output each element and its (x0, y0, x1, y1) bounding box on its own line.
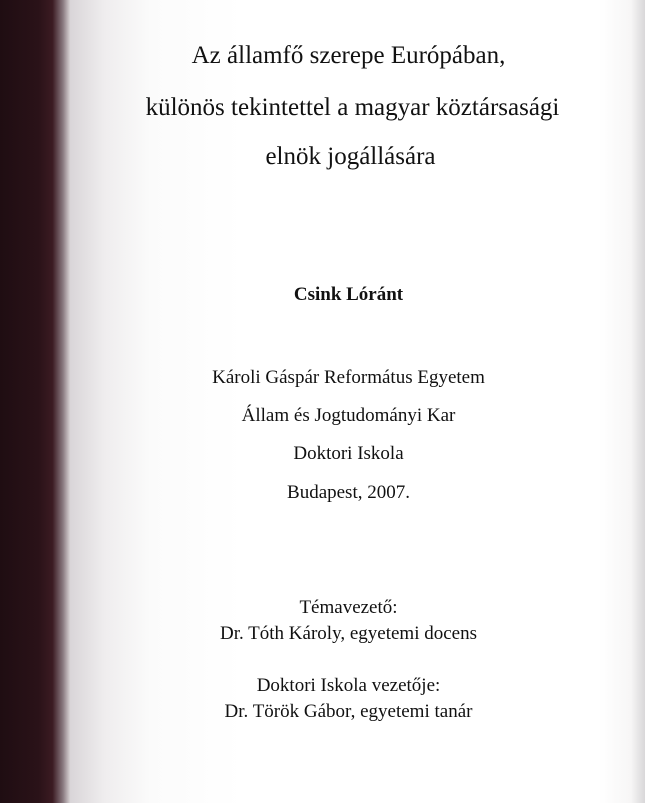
thesis-title-line-3: elnök jogállására (265, 143, 436, 170)
supervisor-label: Témavezető: (299, 597, 398, 618)
school-head-name: Dr. Török Gábor, egyetemi tanár (224, 701, 473, 722)
university-name: Károli Gáspár Református Egyetem (212, 367, 485, 388)
place-and-year: Budapest, 2007. (287, 482, 410, 503)
faculty-name: Állam és Jogtudományi Kar (241, 405, 456, 426)
school-head-label: Doktori Iskola vezetője: (256, 675, 441, 696)
supervisor-name: Dr. Tóth Károly, egyetemi docens (220, 623, 477, 644)
doctoral-school: Doktori Iskola (293, 443, 404, 464)
author-name: Csink Lóránt (293, 284, 404, 305)
thesis-title-line-1: Az államfő szerepe Európában, (191, 42, 506, 69)
thesis-title-line-2: különös tekintettel a magyar köztársasági (145, 94, 560, 121)
